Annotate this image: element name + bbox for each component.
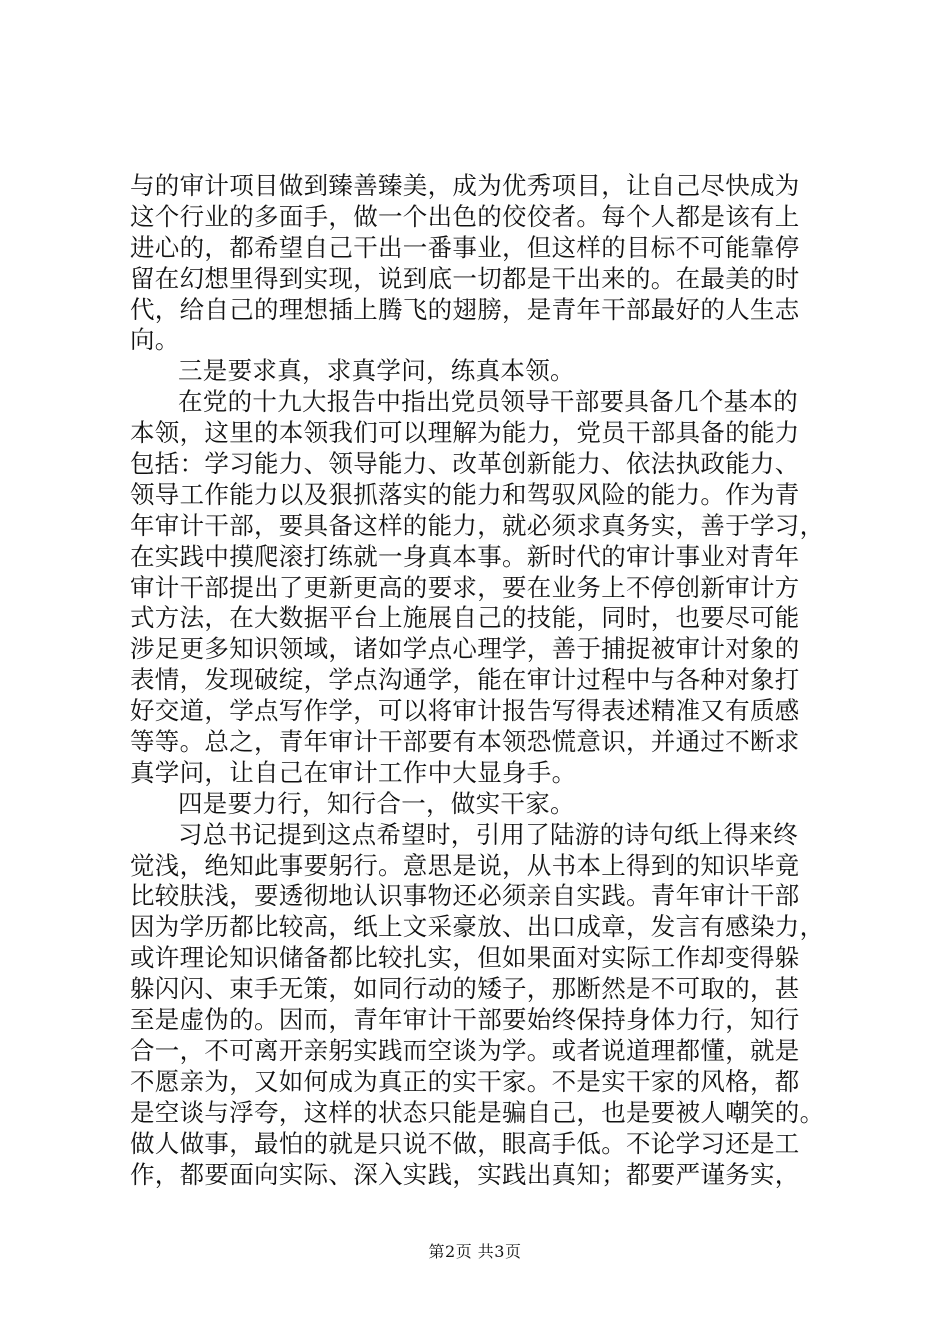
text-line: 留在幻想里得到实现，说到底一切都是干出来的。在最美的时 [130, 263, 800, 293]
text-line: 在实践中摸爬滚打练就一身真本事。新时代的审计事业对青年 [130, 541, 800, 571]
text-line: 等等。总之，青年审计干部要有本领恐慌意识，并通过不断求 [130, 727, 800, 757]
text-line: 在党的十九大报告中指出党员领导干部要具备几个基本的 [178, 387, 798, 417]
text-line: 包括：学习能力、领导能力、改革创新能力、依法执政能力、 [130, 449, 800, 479]
text-line: 本领，这里的本领我们可以理解为能力，党员干部具备的能力 [130, 418, 800, 448]
text-line: 年审计干部，要具备这样的能力，就必须求真务实，善于学习， [130, 510, 825, 540]
text-line: 这个行业的多面手，做一个出色的佼佼者。每个人都是该有上 [130, 201, 800, 231]
text-line: 与的审计项目做到臻善臻美，成为优秀项目，让自己尽快成为 [130, 171, 800, 200]
text-line: 不愿亲为，又如何成为真正的实干家。不是实干家的风格，都 [130, 1066, 800, 1096]
text-line: 觉浅，绝知此事要躬行。意思是说，从书本上得到的知识毕竟 [130, 850, 800, 880]
text-line: 四是要力行，知行合一，做实干家。 [178, 788, 575, 818]
text-line: 三是要求真，求真学问，练真本领。 [178, 356, 575, 386]
body-text [130, 171, 830, 1190]
page-footer: 第2页 共3页 [428, 1242, 522, 1261]
text-line: 因为学历都比较高，纸上文采豪放、出口成章，发言有感染力， [130, 912, 825, 942]
text-line: 或许理论知识储备都比较扎实，但如果面对实际工作却变得躲 [130, 943, 800, 973]
text-line: 式方法，在大数据平台上施展自己的技能，同时，也要尽可能 [130, 603, 800, 633]
text-line: 做人做事，最怕的就是只说不做，眼高手低。不论学习还是工 [130, 1128, 800, 1158]
text-line: 向。 [130, 325, 180, 355]
text-line: 代，给自己的理想插上腾飞的翅膀，是青年干部最好的人生志 [130, 294, 800, 324]
text-line: 好交道，学点写作学，可以将审计报告写得表述精准又有质感 [130, 696, 800, 726]
text-line: 进心的，都希望自己干出一番事业，但这样的目标不可能靠停 [130, 232, 800, 262]
text-line: 真学问，让自己在审计工作中大显身手。 [130, 757, 577, 787]
text-line: 躲闪闪、束手无策，如同行动的矮子，那断然是不可取的，甚 [130, 974, 800, 1004]
text-line: 领导工作能力以及狠抓落实的能力和驾驭风险的能力。作为青 [130, 479, 800, 509]
text-line: 表情，发现破绽，学点沟通学，能在审计过程中与各种对象打 [130, 665, 800, 695]
text-line: 涉足更多知识领域，诸如学点心理学，善于捕捉被审计对象的 [130, 634, 800, 664]
text-line: 至是虚伪的。因而，青年审计干部要始终保持身体力行，知行 [130, 1005, 800, 1035]
text-line: 是空谈与浮夸，这样的状态只能是骗自己，也是要被人嘲笑的。 [130, 1097, 825, 1127]
text-line: 习总书记提到这点希望时，引用了陆游的诗句纸上得来终 [178, 819, 798, 849]
text-line: 作，都要面向实际、深入实践，实践出真知；都要严谨务实， [130, 1159, 800, 1189]
text-line: 审计干部提出了更新更高的要求，要在业务上不停创新审计方 [130, 572, 800, 602]
text-line: 比较肤浅，要透彻地认识事物还必须亲自实践。青年审计干部 [130, 881, 800, 911]
text-line: 合一，不可离开亲躬实践而空谈为学。或者说道理都懂，就是 [130, 1035, 800, 1065]
